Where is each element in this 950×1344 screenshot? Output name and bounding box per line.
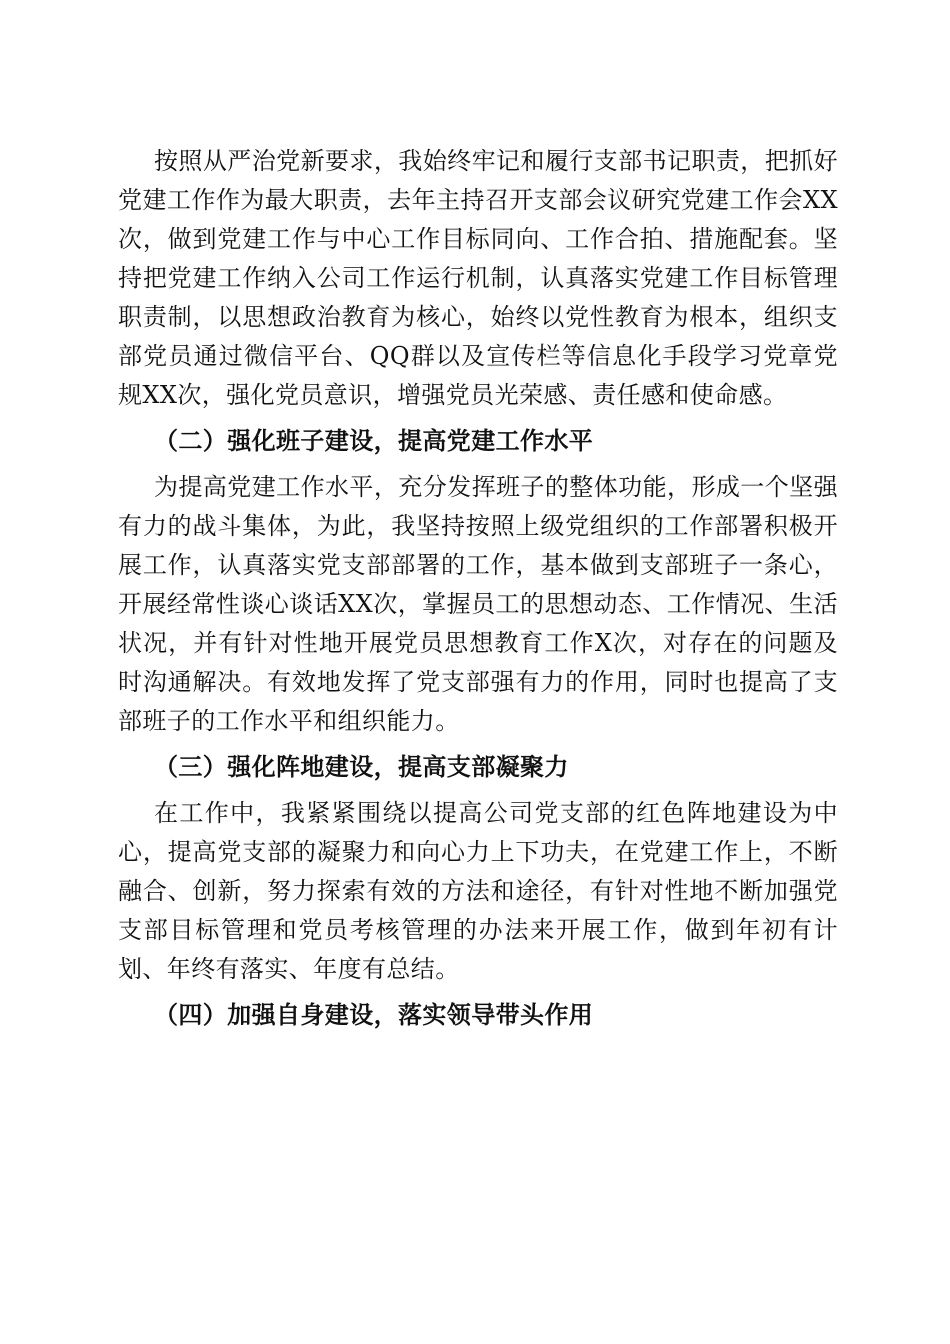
paragraph-party-building-duty: 按照从严治党新要求，我始终牢记和履行支部书记职责，把抓好党建工作作为最大职责，去年主持召开支部会议研究党建工作会XX次，做到党建工作与中心工作目标同向、工作合拍、措施配套。坚持把党建工作纳入公司工作运行机制，认真落实党建工作目标管理职责制，以思想政治教育为核心，始终以党性教育为根本，组织支部党员通过微信平台、QQ群以及宣传栏等信息化手段学习党章党规XX次，强化党员意识，增强党员光荣感、责任感和使命感。 (118, 147, 838, 409)
section-heading-4: （四）加强自身建设，落实领导带头作用 (154, 1000, 594, 1029)
paragraph-team-building: 为提高党建工作水平，充分发挥班子的整体功能，形成一个坚强有力的战斗集体，为此，我坚持按照上级党组织的工作部署积极开展工作，认真落实党支部部署的工作，基本做到支部班子一条心，开展经常性谈心谈话XX次，掌握员工的思想动态、工作情况、生活状况，并有针对性地开展党员思想教育工作X次，对存在的问题及时沟通解决。有效地发挥了党支部强有力的作用，同时也提高了支部班子的工作水平和组织能力。 (118, 473, 838, 735)
paragraph-position-building: 在工作中，我紧紧围绕以提高公司党支部的红色阵地建设为中心，提高党支部的凝聚力和向心力上下功夫，在党建工作上，不断融合、创新，努力探索有效的方法和途径，有针对性地不断加强党支部目标管理和党员考核管理的办法来开展工作，做到年初有计划、年终有落实、年度有总结。 (118, 799, 838, 983)
section-heading-3: （三）强化阵地建设，提高支部凝聚力 (154, 752, 569, 781)
document-body (118, 142, 838, 1042)
section-heading-2: （二）强化班子建设，提高党建工作水平 (154, 426, 594, 455)
